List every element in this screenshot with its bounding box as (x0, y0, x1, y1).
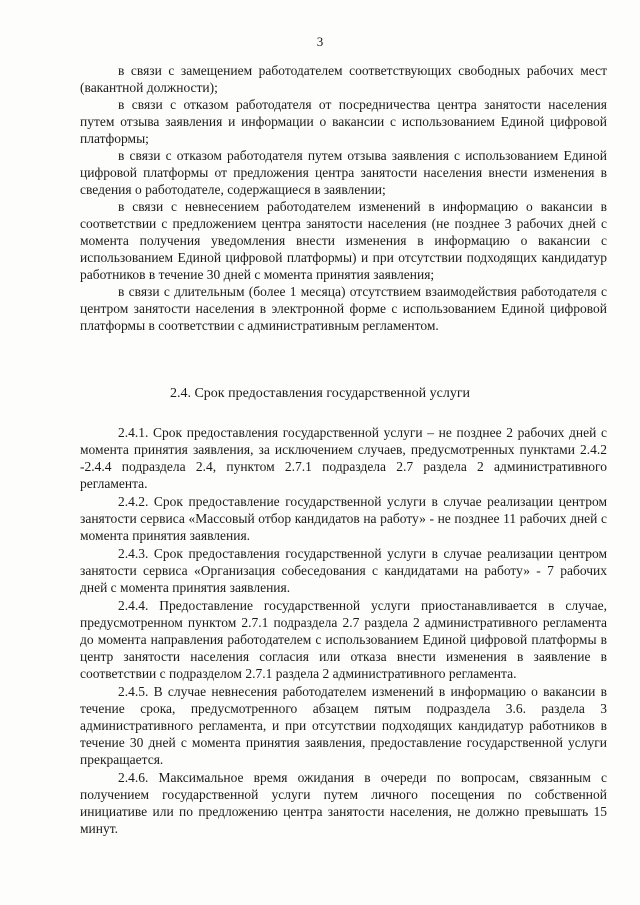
paragraph-vacancy-filled: в связи с замещением работодателем соответствующих свободных рабочих мест (вакантной должности); (80, 63, 607, 95)
page-number: 3 (316, 34, 324, 49)
section-title: 2.4. Срок предоставления государственной услуги (169, 386, 471, 401)
clause-2-4-3: 2.4.3. Срок предоставления государственной услуги в случае реализации центром занятости сервиса «Организация собеседования с кандидатами на работу» - 7 рабочих дней с момента принятия заявления. (80, 546, 607, 595)
clause-2-4-1: 2.4.1. Срок предоставления государственной услуги – не позднее 2 рабочих дней с момента принятия заявления, за исключением случаев, предусмотренных пунктами 2.4.2 -2.4.4 подраздела 2.4, пунктом 2.7.1 подраздела 2.7 раздела 2 административного регламента. (80, 425, 607, 491)
clause-2-4-6: 2.4.6. Максимальное время ожидания в очереди по вопросам, связанным с получением государственной услуги путем личного посещения по собственной инициативе или по предложению центра занятости населения, не должно превышать 15 минут. (80, 770, 607, 836)
section-body (80, 424, 607, 838)
termination-grounds-list (80, 62, 607, 334)
clause-2-4-2: 2.4.2. Срок предоставление государственной услуги в случае реализации центром занятости сервиса «Массовый отбор кандидатов на работу» - не позднее 11 рабочих дней с момента принятия заявления. (80, 494, 607, 543)
clause-2-4-4: 2.4.4. Предоставление государственной услуги приостанавливается в случае, предусмотренном пунктом 2.7.1 подраздела 2.7 раздела 2 административного регламента до момента направления работодателем с использованием Единой цифровой платформы в центр занятости населения согласия или отказа внести изменения в заявление в соответствии с подразделом 2.7.1 раздела 2 административного регламента. (80, 598, 607, 681)
clause-2-4-5: 2.4.5. В случае невнесения работодателем изменений в информацию о вакансии в течение срока, предусмотренного абзацем пятым подраздела 3.6. раздела 3 административного регламента, и при отсутствии подходящих кандидатур работников в течение 30 дней с момента принятия заявления, предоставление государственной услуги прекращается. (80, 684, 607, 767)
paragraph-no-changes-made: в связи с невнесением работодателем изменений в информацию о вакансии в соответствии с предложением центра занятости населения (не позднее 3 рабочих дней с момента получения уведомления внести изменения в информацию о вакансии с использованием Единой цифровой платформы) и при отсутствии подходящих кандидатур работников в течение 30 дней с момента принятия заявления; (80, 199, 607, 282)
paragraph-change-refusal: в связи с отказом работодателя путем отзыва заявления с использованием Единой цифровой платформы от предложения центра занятости населения внести изменения в сведения о работодателе, содержащиеся в заявлении; (80, 148, 607, 197)
paragraph-mediation-refusal: в связи с отказом работодателя от посредничества центра занятости населения путем отзыва заявления и информации о вакансии с использованием Единой цифровой платформы; (80, 97, 607, 146)
paragraph-no-interaction: в связи с длительным (более 1 месяца) отсутствием взаимодействия работодателя с центром занятости населения в электронной форме с использованием Единой цифровой платформы в соответствии с административным регламентом. (80, 284, 607, 333)
